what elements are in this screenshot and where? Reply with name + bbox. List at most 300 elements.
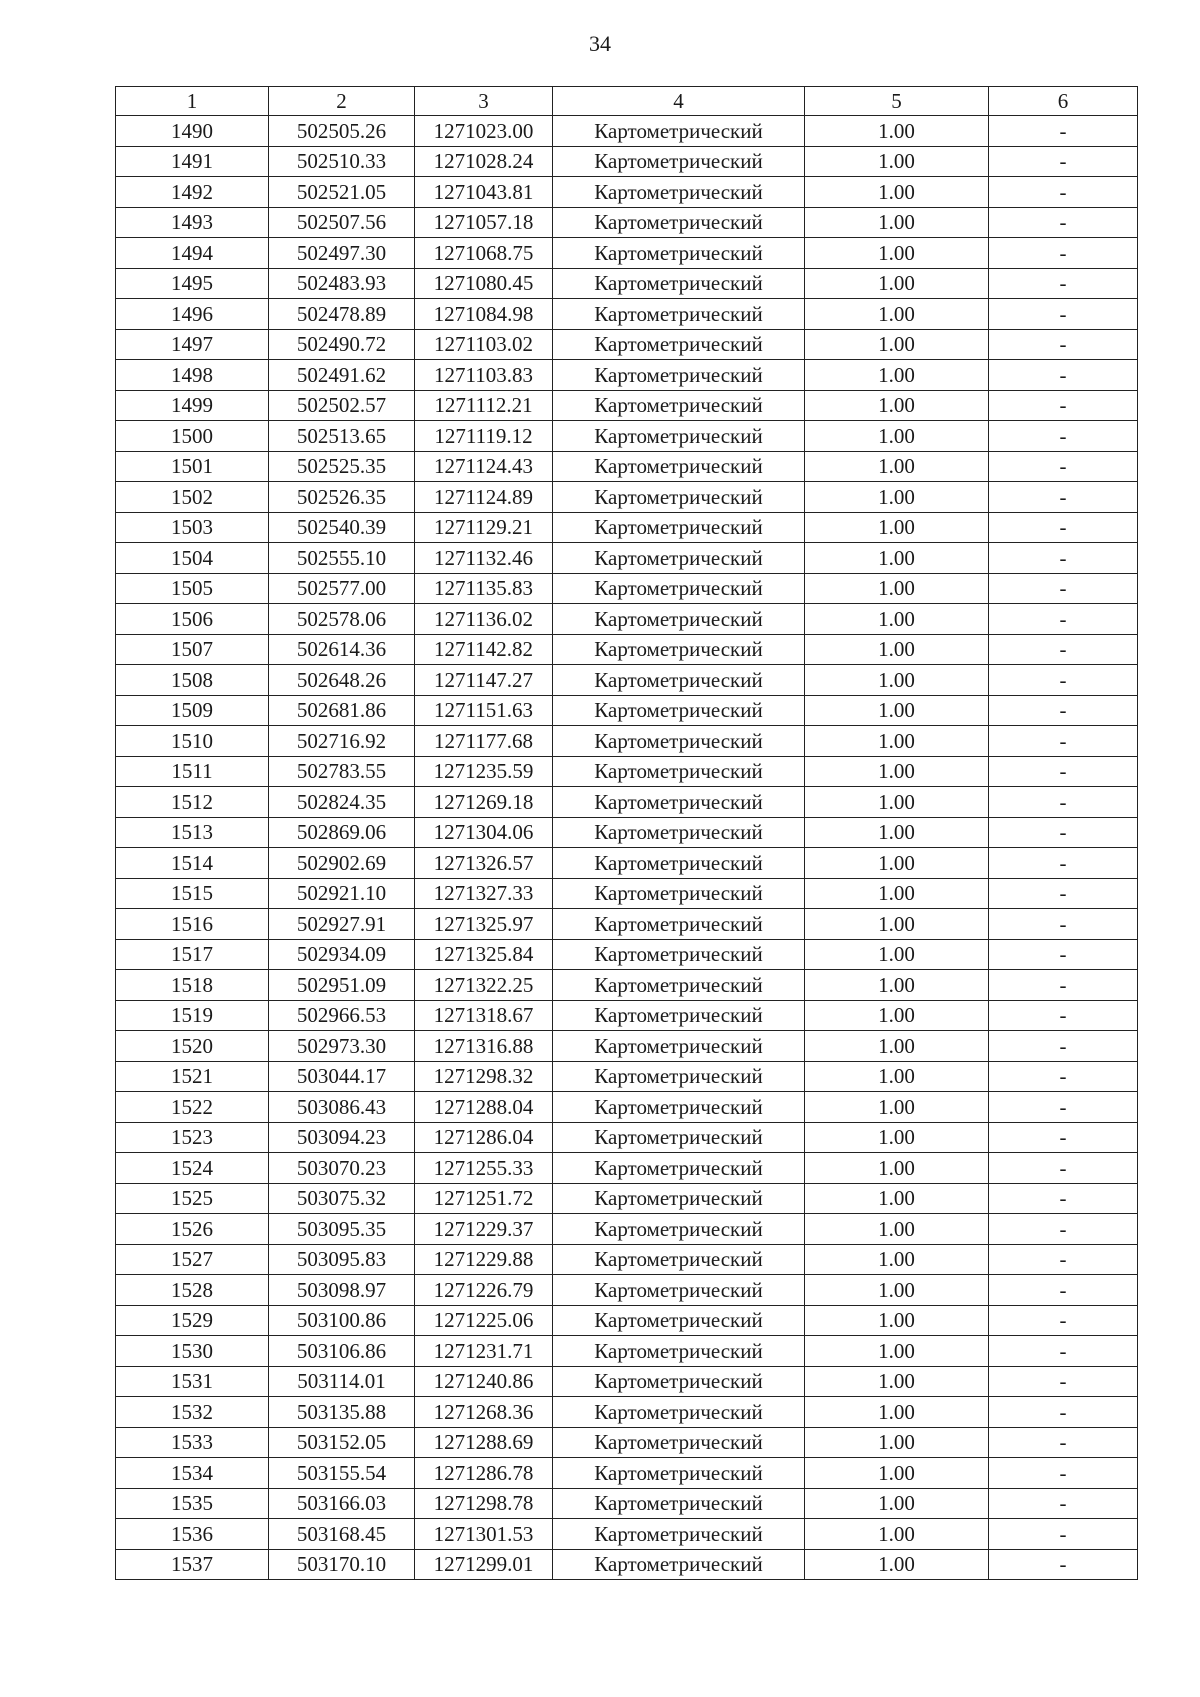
note-cell: - xyxy=(989,787,1138,818)
table-row xyxy=(116,238,1138,269)
point-number-cell: 1499 xyxy=(116,390,269,421)
x-coordinate-cell: 503166.03 xyxy=(269,1488,415,1519)
note-cell: - xyxy=(989,146,1138,177)
x-coordinate-cell: 503070.23 xyxy=(269,1153,415,1184)
method-cell: Картометрический xyxy=(553,329,805,360)
note-cell: - xyxy=(989,238,1138,269)
table-row xyxy=(116,543,1138,574)
note-cell: - xyxy=(989,909,1138,940)
y-coordinate-cell: 1271124.43 xyxy=(415,451,553,482)
accuracy-cell: 1.00 xyxy=(805,604,989,635)
y-coordinate-cell: 1271112.21 xyxy=(415,390,553,421)
accuracy-cell: 1.00 xyxy=(805,634,989,665)
method-cell: Картометрический xyxy=(553,604,805,635)
table-row xyxy=(116,1214,1138,1245)
x-coordinate-cell: 502521.05 xyxy=(269,177,415,208)
note-cell: - xyxy=(989,1275,1138,1306)
accuracy-cell: 1.00 xyxy=(805,421,989,452)
table-row xyxy=(116,1519,1138,1550)
method-cell: Картометрический xyxy=(553,543,805,574)
table-row xyxy=(116,207,1138,238)
y-coordinate-cell: 1271028.24 xyxy=(415,146,553,177)
method-cell: Картометрический xyxy=(553,573,805,604)
x-coordinate-cell: 503170.10 xyxy=(269,1549,415,1580)
table-row xyxy=(116,604,1138,635)
y-coordinate-cell: 1271301.53 xyxy=(415,1519,553,1550)
x-coordinate-cell: 502973.30 xyxy=(269,1031,415,1062)
point-number-cell: 1501 xyxy=(116,451,269,482)
y-coordinate-cell: 1271235.59 xyxy=(415,756,553,787)
accuracy-cell: 1.00 xyxy=(805,1366,989,1397)
x-coordinate-cell: 502648.26 xyxy=(269,665,415,696)
note-cell: - xyxy=(989,1122,1138,1153)
table-row xyxy=(116,573,1138,604)
point-number-cell: 1496 xyxy=(116,299,269,330)
method-cell: Картометрический xyxy=(553,268,805,299)
accuracy-cell: 1.00 xyxy=(805,1397,989,1428)
x-coordinate-cell: 503098.97 xyxy=(269,1275,415,1306)
accuracy-cell: 1.00 xyxy=(805,482,989,513)
accuracy-cell: 1.00 xyxy=(805,1061,989,1092)
y-coordinate-cell: 1271325.84 xyxy=(415,939,553,970)
table-row xyxy=(116,1183,1138,1214)
point-number-cell: 1533 xyxy=(116,1427,269,1458)
y-coordinate-cell: 1271119.12 xyxy=(415,421,553,452)
note-cell: - xyxy=(989,1244,1138,1275)
method-cell: Картометрический xyxy=(553,1275,805,1306)
x-coordinate-cell: 502513.65 xyxy=(269,421,415,452)
note-cell: - xyxy=(989,1336,1138,1367)
x-coordinate-cell: 502540.39 xyxy=(269,512,415,543)
accuracy-cell: 1.00 xyxy=(805,360,989,391)
note-cell: - xyxy=(989,543,1138,574)
point-number-cell: 1517 xyxy=(116,939,269,970)
method-cell: Картометрический xyxy=(553,1427,805,1458)
x-coordinate-cell: 502716.92 xyxy=(269,726,415,757)
point-number-cell: 1505 xyxy=(116,573,269,604)
table-row xyxy=(116,177,1138,208)
accuracy-cell: 1.00 xyxy=(805,512,989,543)
x-coordinate-cell: 502502.57 xyxy=(269,390,415,421)
method-cell: Картометрический xyxy=(553,939,805,970)
method-cell: Картометрический xyxy=(553,116,805,147)
point-number-cell: 1495 xyxy=(116,268,269,299)
point-number-cell: 1494 xyxy=(116,238,269,269)
accuracy-cell: 1.00 xyxy=(805,695,989,726)
method-cell: Картометрический xyxy=(553,1397,805,1428)
x-coordinate-cell: 502510.33 xyxy=(269,146,415,177)
method-cell: Картометрический xyxy=(553,1366,805,1397)
note-cell: - xyxy=(989,726,1138,757)
point-number-cell: 1537 xyxy=(116,1549,269,1580)
method-cell: Картометрический xyxy=(553,1458,805,1489)
point-number-cell: 1515 xyxy=(116,878,269,909)
point-number-cell: 1508 xyxy=(116,665,269,696)
x-coordinate-cell: 503044.17 xyxy=(269,1061,415,1092)
point-number-cell: 1500 xyxy=(116,421,269,452)
y-coordinate-cell: 1271288.04 xyxy=(415,1092,553,1123)
note-cell: - xyxy=(989,573,1138,604)
method-cell: Картометрический xyxy=(553,848,805,879)
note-cell: - xyxy=(989,329,1138,360)
note-cell: - xyxy=(989,1366,1138,1397)
note-cell: - xyxy=(989,604,1138,635)
accuracy-cell: 1.00 xyxy=(805,1153,989,1184)
y-coordinate-cell: 1271068.75 xyxy=(415,238,553,269)
accuracy-cell: 1.00 xyxy=(805,329,989,360)
method-cell: Картометрический xyxy=(553,512,805,543)
point-number-cell: 1516 xyxy=(116,909,269,940)
method-cell: Картометрический xyxy=(553,207,805,238)
method-cell: Картометрический xyxy=(553,1031,805,1062)
method-cell: Картометрический xyxy=(553,1305,805,1336)
y-coordinate-cell: 1271084.98 xyxy=(415,299,553,330)
point-number-cell: 1527 xyxy=(116,1244,269,1275)
method-cell: Картометрический xyxy=(553,1153,805,1184)
y-coordinate-cell: 1271151.63 xyxy=(415,695,553,726)
y-coordinate-cell: 1271288.69 xyxy=(415,1427,553,1458)
note-cell: - xyxy=(989,1153,1138,1184)
point-number-cell: 1510 xyxy=(116,726,269,757)
x-coordinate-cell: 502483.93 xyxy=(269,268,415,299)
point-number-cell: 1518 xyxy=(116,970,269,1001)
point-number-cell: 1530 xyxy=(116,1336,269,1367)
y-coordinate-cell: 1271103.02 xyxy=(415,329,553,360)
method-cell: Картометрический xyxy=(553,1214,805,1245)
y-coordinate-cell: 1271286.78 xyxy=(415,1458,553,1489)
accuracy-cell: 1.00 xyxy=(805,1092,989,1123)
method-cell: Картометрический xyxy=(553,665,805,696)
x-coordinate-cell: 503100.86 xyxy=(269,1305,415,1336)
table-row xyxy=(116,1031,1138,1062)
point-number-cell: 1490 xyxy=(116,116,269,147)
accuracy-cell: 1.00 xyxy=(805,665,989,696)
x-coordinate-cell: 502614.36 xyxy=(269,634,415,665)
y-coordinate-cell: 1271325.97 xyxy=(415,909,553,940)
note-cell: - xyxy=(989,1214,1138,1245)
x-coordinate-cell: 502490.72 xyxy=(269,329,415,360)
x-coordinate-cell: 502951.09 xyxy=(269,970,415,1001)
x-coordinate-cell: 502478.89 xyxy=(269,299,415,330)
x-coordinate-cell: 503075.32 xyxy=(269,1183,415,1214)
accuracy-cell: 1.00 xyxy=(805,543,989,574)
x-coordinate-cell: 503094.23 xyxy=(269,1122,415,1153)
x-coordinate-cell: 502497.30 xyxy=(269,238,415,269)
note-cell: - xyxy=(989,1000,1138,1031)
y-coordinate-cell: 1271240.86 xyxy=(415,1366,553,1397)
y-coordinate-cell: 1271286.04 xyxy=(415,1122,553,1153)
y-coordinate-cell: 1271318.67 xyxy=(415,1000,553,1031)
y-coordinate-cell: 1271136.02 xyxy=(415,604,553,635)
accuracy-cell: 1.00 xyxy=(805,939,989,970)
table-row xyxy=(116,1549,1138,1580)
x-coordinate-cell: 502526.35 xyxy=(269,482,415,513)
point-number-cell: 1528 xyxy=(116,1275,269,1306)
note-cell: - xyxy=(989,451,1138,482)
table-row xyxy=(116,1122,1138,1153)
accuracy-cell: 1.00 xyxy=(805,116,989,147)
table-row xyxy=(116,482,1138,513)
accuracy-cell: 1.00 xyxy=(805,238,989,269)
note-cell: - xyxy=(989,848,1138,879)
x-coordinate-cell: 503106.86 xyxy=(269,1336,415,1367)
note-cell: - xyxy=(989,939,1138,970)
y-coordinate-cell: 1271269.18 xyxy=(415,787,553,818)
note-cell: - xyxy=(989,634,1138,665)
x-coordinate-cell: 502824.35 xyxy=(269,787,415,818)
x-coordinate-cell: 503086.43 xyxy=(269,1092,415,1123)
method-cell: Картометрический xyxy=(553,1183,805,1214)
note-cell: - xyxy=(989,1427,1138,1458)
table-row xyxy=(116,1336,1138,1367)
accuracy-cell: 1.00 xyxy=(805,1031,989,1062)
table-row xyxy=(116,695,1138,726)
y-coordinate-cell: 1271231.71 xyxy=(415,1336,553,1367)
note-cell: - xyxy=(989,1061,1138,1092)
y-coordinate-cell: 1271255.33 xyxy=(415,1153,553,1184)
method-cell: Картометрический xyxy=(553,1519,805,1550)
y-coordinate-cell: 1271132.46 xyxy=(415,543,553,574)
y-coordinate-cell: 1271251.72 xyxy=(415,1183,553,1214)
method-cell: Картометрический xyxy=(553,146,805,177)
table-row xyxy=(116,726,1138,757)
method-cell: Картометрический xyxy=(553,390,805,421)
x-coordinate-cell: 502921.10 xyxy=(269,878,415,909)
point-number-cell: 1521 xyxy=(116,1061,269,1092)
table-row xyxy=(116,360,1138,391)
point-number-cell: 1536 xyxy=(116,1519,269,1550)
point-number-cell: 1507 xyxy=(116,634,269,665)
note-cell: - xyxy=(989,1031,1138,1062)
point-number-cell: 1524 xyxy=(116,1153,269,1184)
table-row xyxy=(116,1366,1138,1397)
accuracy-cell: 1.00 xyxy=(805,1488,989,1519)
point-number-cell: 1522 xyxy=(116,1092,269,1123)
x-coordinate-cell: 503114.01 xyxy=(269,1366,415,1397)
method-cell: Картометрический xyxy=(553,756,805,787)
method-cell: Картометрический xyxy=(553,634,805,665)
x-coordinate-cell: 502927.91 xyxy=(269,909,415,940)
point-number-cell: 1520 xyxy=(116,1031,269,1062)
note-cell: - xyxy=(989,1397,1138,1428)
table-row xyxy=(116,512,1138,543)
point-number-cell: 1535 xyxy=(116,1488,269,1519)
note-cell: - xyxy=(989,1183,1138,1214)
point-number-cell: 1526 xyxy=(116,1214,269,1245)
table-row xyxy=(116,878,1138,909)
note-cell: - xyxy=(989,665,1138,696)
y-coordinate-cell: 1271080.45 xyxy=(415,268,553,299)
point-number-cell: 1529 xyxy=(116,1305,269,1336)
accuracy-cell: 1.00 xyxy=(805,1427,989,1458)
note-cell: - xyxy=(989,390,1138,421)
point-number-cell: 1509 xyxy=(116,695,269,726)
method-cell: Картометрический xyxy=(553,1122,805,1153)
y-coordinate-cell: 1271142.82 xyxy=(415,634,553,665)
note-cell: - xyxy=(989,268,1138,299)
x-coordinate-cell: 502577.00 xyxy=(269,573,415,604)
point-number-cell: 1498 xyxy=(116,360,269,391)
point-number-cell: 1504 xyxy=(116,543,269,574)
point-number-cell: 1497 xyxy=(116,329,269,360)
note-cell: - xyxy=(989,1092,1138,1123)
note-cell: - xyxy=(989,817,1138,848)
table-row xyxy=(116,665,1138,696)
accuracy-cell: 1.00 xyxy=(805,1183,989,1214)
table-row xyxy=(116,756,1138,787)
method-cell: Картометрический xyxy=(553,695,805,726)
method-cell: Картометрический xyxy=(553,421,805,452)
point-number-cell: 1523 xyxy=(116,1122,269,1153)
accuracy-cell: 1.00 xyxy=(805,1214,989,1245)
method-cell: Картометрический xyxy=(553,1549,805,1580)
accuracy-cell: 1.00 xyxy=(805,177,989,208)
note-cell: - xyxy=(989,116,1138,147)
accuracy-cell: 1.00 xyxy=(805,1305,989,1336)
point-number-cell: 1506 xyxy=(116,604,269,635)
point-number-cell: 1492 xyxy=(116,177,269,208)
note-cell: - xyxy=(989,482,1138,513)
y-coordinate-cell: 1271327.33 xyxy=(415,878,553,909)
table-row xyxy=(116,1153,1138,1184)
method-cell: Картометрический xyxy=(553,970,805,1001)
table-row xyxy=(116,1488,1138,1519)
accuracy-cell: 1.00 xyxy=(805,1549,989,1580)
table-row xyxy=(116,1305,1138,1336)
accuracy-cell: 1.00 xyxy=(805,787,989,818)
y-coordinate-cell: 1271147.27 xyxy=(415,665,553,696)
column-header: 4 xyxy=(553,87,805,116)
method-cell: Картометрический xyxy=(553,482,805,513)
y-coordinate-cell: 1271124.89 xyxy=(415,482,553,513)
y-coordinate-cell: 1271135.83 xyxy=(415,573,553,604)
y-coordinate-cell: 1271229.88 xyxy=(415,1244,553,1275)
table-row xyxy=(116,451,1138,482)
accuracy-cell: 1.00 xyxy=(805,573,989,604)
y-coordinate-cell: 1271229.37 xyxy=(415,1214,553,1245)
accuracy-cell: 1.00 xyxy=(805,207,989,238)
accuracy-cell: 1.00 xyxy=(805,817,989,848)
note-cell: - xyxy=(989,970,1138,1001)
x-coordinate-cell: 502783.55 xyxy=(269,756,415,787)
method-cell: Картометрический xyxy=(553,1000,805,1031)
accuracy-cell: 1.00 xyxy=(805,451,989,482)
method-cell: Картометрический xyxy=(553,299,805,330)
y-coordinate-cell: 1271298.78 xyxy=(415,1488,553,1519)
point-number-cell: 1513 xyxy=(116,817,269,848)
point-number-cell: 1493 xyxy=(116,207,269,238)
x-coordinate-cell: 502525.35 xyxy=(269,451,415,482)
accuracy-cell: 1.00 xyxy=(805,146,989,177)
point-number-cell: 1531 xyxy=(116,1366,269,1397)
accuracy-cell: 1.00 xyxy=(805,909,989,940)
accuracy-cell: 1.00 xyxy=(805,848,989,879)
note-cell: - xyxy=(989,299,1138,330)
table-row xyxy=(116,1244,1138,1275)
y-coordinate-cell: 1271298.32 xyxy=(415,1061,553,1092)
point-number-cell: 1512 xyxy=(116,787,269,818)
coordinates-table xyxy=(115,86,1138,1580)
x-coordinate-cell: 502491.62 xyxy=(269,360,415,391)
point-number-cell: 1511 xyxy=(116,756,269,787)
method-cell: Картометрический xyxy=(553,909,805,940)
accuracy-cell: 1.00 xyxy=(805,1122,989,1153)
point-number-cell: 1514 xyxy=(116,848,269,879)
y-coordinate-cell: 1271177.68 xyxy=(415,726,553,757)
x-coordinate-cell: 502555.10 xyxy=(269,543,415,574)
accuracy-cell: 1.00 xyxy=(805,390,989,421)
x-coordinate-cell: 503095.83 xyxy=(269,1244,415,1275)
column-header: 3 xyxy=(415,87,553,116)
table-header-row xyxy=(116,87,1138,116)
accuracy-cell: 1.00 xyxy=(805,299,989,330)
x-coordinate-cell: 503135.88 xyxy=(269,1397,415,1428)
note-cell: - xyxy=(989,207,1138,238)
table-row xyxy=(116,421,1138,452)
x-coordinate-cell: 502966.53 xyxy=(269,1000,415,1031)
y-coordinate-cell: 1271268.36 xyxy=(415,1397,553,1428)
method-cell: Картометрический xyxy=(553,451,805,482)
table-row xyxy=(116,1000,1138,1031)
point-number-cell: 1525 xyxy=(116,1183,269,1214)
method-cell: Картометрический xyxy=(553,360,805,391)
method-cell: Картометрический xyxy=(553,1061,805,1092)
y-coordinate-cell: 1271226.79 xyxy=(415,1275,553,1306)
note-cell: - xyxy=(989,1488,1138,1519)
column-header: 6 xyxy=(989,87,1138,116)
method-cell: Картометрический xyxy=(553,726,805,757)
x-coordinate-cell: 502505.26 xyxy=(269,116,415,147)
method-cell: Картометрический xyxy=(553,177,805,208)
table-row xyxy=(116,116,1138,147)
y-coordinate-cell: 1271322.25 xyxy=(415,970,553,1001)
note-cell: - xyxy=(989,1519,1138,1550)
method-cell: Картометрический xyxy=(553,787,805,818)
accuracy-cell: 1.00 xyxy=(805,1244,989,1275)
point-number-cell: 1503 xyxy=(116,512,269,543)
note-cell: - xyxy=(989,1458,1138,1489)
x-coordinate-cell: 503168.45 xyxy=(269,1519,415,1550)
note-cell: - xyxy=(989,756,1138,787)
y-coordinate-cell: 1271316.88 xyxy=(415,1031,553,1062)
point-number-cell: 1534 xyxy=(116,1458,269,1489)
note-cell: - xyxy=(989,878,1138,909)
table-row xyxy=(116,268,1138,299)
x-coordinate-cell: 502578.06 xyxy=(269,604,415,635)
table-row xyxy=(116,1061,1138,1092)
accuracy-cell: 1.00 xyxy=(805,726,989,757)
note-cell: - xyxy=(989,1549,1138,1580)
accuracy-cell: 1.00 xyxy=(805,1519,989,1550)
table-row xyxy=(116,939,1138,970)
x-coordinate-cell: 502681.86 xyxy=(269,695,415,726)
table-row xyxy=(116,329,1138,360)
method-cell: Картометрический xyxy=(553,238,805,269)
y-coordinate-cell: 1271057.18 xyxy=(415,207,553,238)
column-header: 1 xyxy=(116,87,269,116)
x-coordinate-cell: 503155.54 xyxy=(269,1458,415,1489)
table-row xyxy=(116,299,1138,330)
column-header: 5 xyxy=(805,87,989,116)
method-cell: Картометрический xyxy=(553,1488,805,1519)
note-cell: - xyxy=(989,512,1138,543)
table-row xyxy=(116,787,1138,818)
x-coordinate-cell: 502507.56 xyxy=(269,207,415,238)
table-row xyxy=(116,817,1138,848)
table-body xyxy=(116,87,1138,1580)
y-coordinate-cell: 1271023.00 xyxy=(415,116,553,147)
y-coordinate-cell: 1271299.01 xyxy=(415,1549,553,1580)
